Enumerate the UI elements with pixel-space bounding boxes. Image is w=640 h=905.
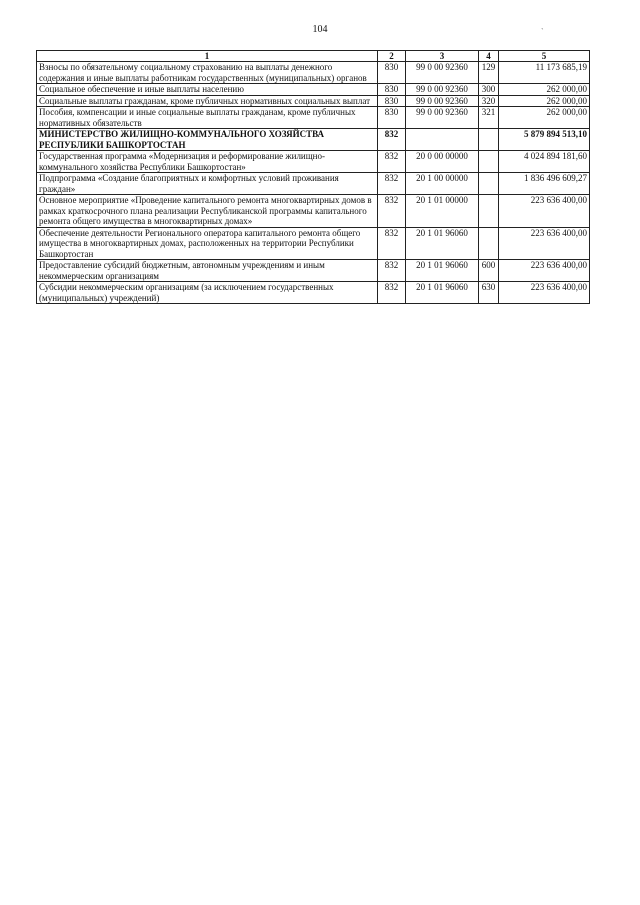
cell-code: 20 1 01 00000 (406, 195, 479, 228)
header-col-3: 3 (406, 51, 479, 62)
cell-admin: 830 (378, 62, 406, 84)
table-row (37, 84, 590, 96)
header-col-1: 1 (37, 51, 378, 62)
cell-code: 99 0 00 92360 (406, 84, 479, 96)
cell-admin: 832 (378, 151, 406, 173)
cell-code: 99 0 00 92360 (406, 62, 479, 84)
cell-name: Основное мероприятие «Проведение капитального ремонта многоквартирных домов в рамках краткосрочного плана реализации Республиканской программы капитального ремонта общего имущества в многоквартирных домах» (37, 195, 378, 228)
cell-amount: 11 173 685,19 (499, 62, 590, 84)
cell-amount: 223 636 400,00 (499, 282, 590, 304)
table-body (37, 62, 590, 304)
cell-type (479, 151, 499, 173)
table-row (37, 129, 590, 151)
cell-amount: 262 000,00 (499, 84, 590, 96)
table-row (37, 107, 590, 129)
cell-admin: 832 (378, 260, 406, 282)
header-col-2: 2 (378, 51, 406, 62)
cell-type: 321 (479, 107, 499, 129)
cell-name: Предоставление субсидий бюджетным, автономным учреждениям и иным некоммерческим организациям (37, 260, 378, 282)
cell-type (479, 173, 499, 195)
cell-amount: 262 000,00 (499, 95, 590, 107)
cell-name: МИНИСТЕРСТВО ЖИЛИЩНО-КОММУНАЛЬНОГО ХОЗЯЙСТВА РЕСПУБЛИКИ БАШКОРТОСТАН (37, 129, 378, 151)
cell-admin: 832 (378, 282, 406, 304)
cell-type (479, 195, 499, 228)
cell-code: 20 1 01 96060 (406, 282, 479, 304)
cell-name: Обеспечение деятельности Регионального оператора капитального ремонта общего имущества в многоквартирных домах, расположенных на территории Республики Башкортостан (37, 227, 378, 260)
cell-admin: 830 (378, 107, 406, 129)
cell-name: Взносы по обязательному социальному страхованию на выплаты денежного содержания и иные выплаты работникам государственных (муниципальных) органов (37, 62, 378, 84)
cell-type: 630 (479, 282, 499, 304)
cell-name: Социальные выплаты гражданам, кроме публичных нормативных социальных выплат (37, 95, 378, 107)
cell-admin: 832 (378, 227, 406, 260)
cell-admin: 830 (378, 84, 406, 96)
header-col-4: 4 (479, 51, 499, 62)
cell-name: Пособия, компенсации и иные социальные выплаты гражданам, кроме публичных нормативных обязательств (37, 107, 378, 129)
cell-amount: 4 024 894 181,60 (499, 151, 590, 173)
cell-admin: 832 (378, 129, 406, 151)
cell-name: Социальное обеспечение и иные выплаты населению (37, 84, 378, 96)
cell-code: 99 0 00 92360 (406, 95, 479, 107)
cell-name: Государственная программа «Модернизация и реформирование жилищно-коммунального хозяйства Республики Башкортостан» (37, 151, 378, 173)
cell-type: 129 (479, 62, 499, 84)
cell-code: 20 1 00 00000 (406, 173, 479, 195)
cell-type (479, 129, 499, 151)
table-row (37, 195, 590, 228)
page-number: 104 (312, 24, 328, 35)
cell-code: 20 1 01 96060 (406, 260, 479, 282)
cell-amount: 223 636 400,00 (499, 260, 590, 282)
table-row (37, 173, 590, 195)
corner-mark: ` (541, 27, 544, 36)
cell-code (406, 129, 479, 151)
cell-amount: 223 636 400,00 (499, 227, 590, 260)
table-row (37, 227, 590, 260)
cell-code: 20 1 01 96060 (406, 227, 479, 260)
table-row (37, 95, 590, 107)
table-row (37, 151, 590, 173)
cell-type: 320 (479, 95, 499, 107)
cell-type (479, 227, 499, 260)
cell-amount: 1 836 496 609,27 (499, 173, 590, 195)
cell-admin: 832 (378, 195, 406, 228)
cell-type: 600 (479, 260, 499, 282)
cell-type: 300 (479, 84, 499, 96)
table-row (37, 260, 590, 282)
cell-admin: 832 (378, 173, 406, 195)
table-row (37, 282, 590, 304)
cell-admin: 830 (378, 95, 406, 107)
cell-code: 20 0 00 00000 (406, 151, 479, 173)
cell-amount: 262 000,00 (499, 107, 590, 129)
cell-name: Субсидии некоммерческим организациям (за исключением государственных (муниципальных) учреждений) (37, 282, 378, 304)
cell-code: 99 0 00 92360 (406, 107, 479, 129)
cell-amount: 223 636 400,00 (499, 195, 590, 228)
cell-amount: 5 879 894 513,10 (499, 129, 590, 151)
cell-name: Подпрограмма «Создание благоприятных и комфортных условий проживания граждан» (37, 173, 378, 195)
table-header-row (37, 51, 590, 62)
budget-table (36, 50, 590, 304)
table-row (37, 62, 590, 84)
header-col-5: 5 (499, 51, 590, 62)
